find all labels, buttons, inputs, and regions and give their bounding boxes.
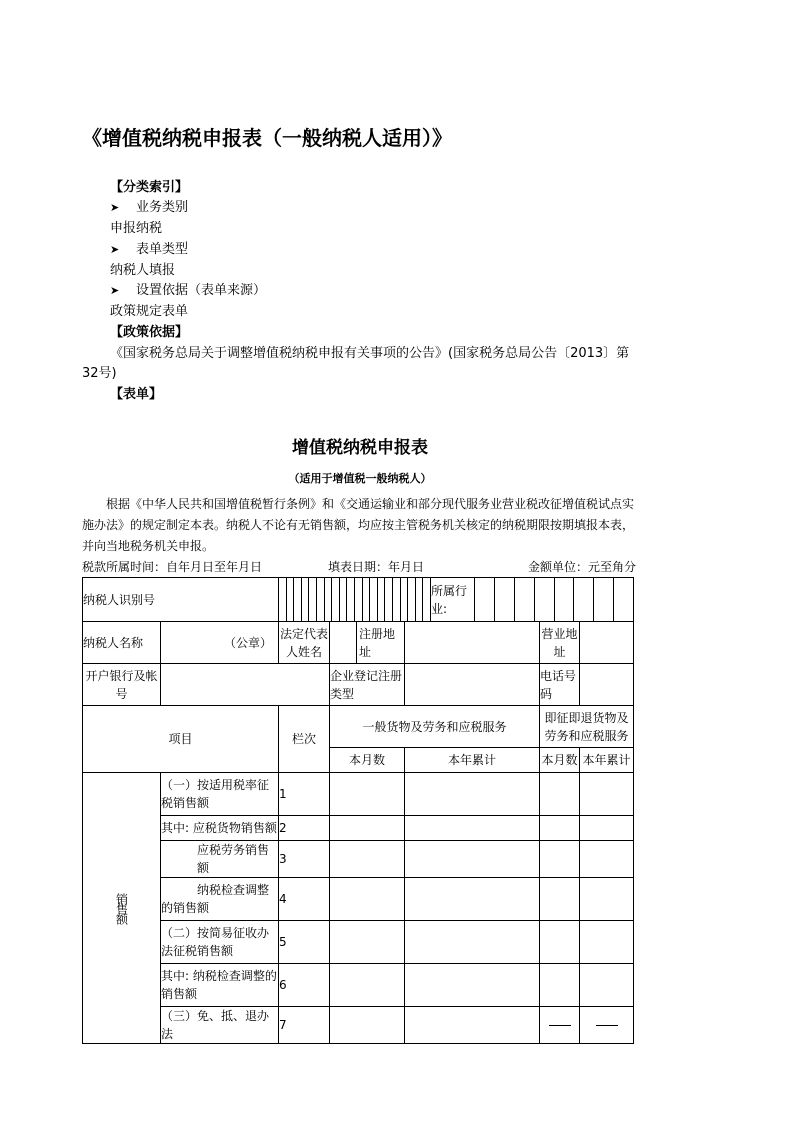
cell[interactable] — [580, 841, 634, 878]
immediate-header: 即征即退货物及劳务和应税服务 — [540, 706, 634, 748]
biz-address-label: 营业地址 — [540, 622, 580, 664]
document-title: 《增值税纳税申报表（一般纳税人适用）》 — [82, 126, 452, 150]
arrow-icon: ➤ — [110, 243, 120, 256]
index-label-2: ➤ 表单类型 — [110, 242, 189, 257]
index-label-1: ➤ 业务类别 — [110, 200, 189, 215]
intro-line-1: 根据《中华人民共和国增值税暂行条例》和《交通运输业和部分现代服务业营业税改征增值税试点实 — [106, 497, 635, 511]
biz-address-field[interactable] — [580, 622, 634, 664]
form-heading: 【表单】 — [110, 387, 163, 402]
row-label: （二）按简易征收办法征税销售额 — [161, 921, 279, 964]
cell[interactable] — [405, 1007, 540, 1044]
row-number: 1 — [279, 773, 330, 816]
reg-address-label: 注册地址 — [357, 622, 405, 664]
legal-rep-label: 法定代表人姓名 — [279, 622, 330, 664]
table-row — [83, 773, 634, 816]
cell[interactable] — [540, 816, 580, 841]
cell[interactable] — [540, 878, 580, 921]
cell[interactable] — [405, 921, 540, 964]
form-intro — [82, 494, 642, 557]
cell[interactable] — [540, 964, 580, 1007]
cell[interactable] — [330, 964, 405, 1007]
tax-period: 税款所属时间：自年月日至年月日 — [82, 560, 263, 574]
arrow-icon: ➤ — [110, 201, 120, 214]
reg-type-field[interactable] — [405, 664, 540, 706]
fill-date: 填表日期：年月日 — [328, 560, 425, 574]
cell[interactable] — [405, 816, 540, 841]
row-number: 5 — [279, 921, 330, 964]
item-header: 项目 — [83, 706, 279, 773]
general-header: 一般货物及劳务和应税服务 — [330, 706, 540, 748]
reg-type-label: 企业登记注册类型 — [330, 664, 405, 706]
taxpayer-id-boxes[interactable] — [279, 578, 431, 622]
industry-field[interactable] — [475, 578, 634, 622]
cell[interactable] — [580, 816, 634, 841]
industry-label: 所属行业: — [431, 578, 475, 622]
phone-label: 电话号码 — [540, 664, 580, 706]
index-value-3: 政策规定表单 — [110, 304, 189, 319]
general-month-header: 本月数 — [330, 748, 405, 773]
taxpayer-name-label: 纳税人名称 — [83, 622, 161, 664]
table-row — [83, 816, 634, 841]
bank-account-label: 开户银行及帐号 — [83, 664, 161, 706]
cell[interactable] — [580, 964, 634, 1007]
index-label-3: ➤ 设置依据（表单来源） — [110, 283, 267, 298]
table-row — [83, 964, 634, 1007]
cell[interactable] — [580, 878, 634, 921]
arrow-icon: ➤ — [110, 284, 120, 297]
row-number: 7 — [279, 1007, 330, 1044]
legal-rep-field[interactable] — [330, 622, 357, 664]
immediate-month-header: 本月数 — [540, 748, 580, 773]
amount-unit: 金额单位：元至角分 — [528, 560, 637, 574]
intro-line-2: 施办法》的规定制定本表。纳税人不论有无销售额，均应按主管税务机关核定的纳税期限按期填报本表， — [82, 518, 635, 532]
policy-heading: 【政策依据】 — [110, 325, 189, 340]
col-no-header: 栏次 — [279, 706, 330, 773]
dash-cell — [580, 1007, 634, 1044]
reg-address-field[interactable] — [405, 622, 540, 664]
cell[interactable] — [330, 816, 405, 841]
cell[interactable] — [330, 773, 405, 816]
cell[interactable] — [405, 964, 540, 1007]
row-label: （一）按适用税率征税销售额 — [161, 773, 279, 816]
taxpayer-id-label: 纳税人识别号 — [83, 578, 279, 622]
form-title: 增值税纳税申报表 — [292, 438, 428, 458]
row-label: 其中: 应税货物销售额 — [161, 816, 279, 841]
intro-line-3: 并向当地税务机关申报。 — [82, 539, 215, 553]
index-value-1: 申报纳税 — [110, 221, 163, 236]
index-heading: 【分类索引】 — [110, 180, 189, 195]
cell[interactable] — [405, 773, 540, 816]
cell[interactable] — [330, 878, 405, 921]
table-row — [83, 878, 634, 921]
sales-group-label: 销售额 — [83, 773, 161, 1044]
table-row — [83, 921, 634, 964]
row-number: 3 — [279, 841, 330, 878]
policy-line-2: 32号) — [82, 366, 117, 381]
policy-line-1: 《国家税务总局关于调整增值税纳税申报有关事项的公告》(国家税务总局公告〔2013〕第 — [110, 346, 630, 361]
cell[interactable] — [540, 841, 580, 878]
general-ytd-header: 本年累计 — [405, 748, 540, 773]
tax-return-table — [82, 577, 634, 1044]
table-row — [83, 841, 634, 878]
cell[interactable] — [330, 1007, 405, 1044]
table-row — [83, 1007, 634, 1044]
form-subtitle: （适用于增值税一般纳税人） — [288, 472, 432, 485]
cell[interactable] — [540, 921, 580, 964]
dash-cell — [540, 1007, 580, 1044]
cell[interactable] — [580, 921, 634, 964]
cell[interactable] — [330, 841, 405, 878]
row-number: 6 — [279, 964, 330, 1007]
cell[interactable] — [405, 878, 540, 921]
row-number: 4 — [279, 878, 330, 921]
index-value-2: 纳税人填报 — [110, 263, 176, 278]
cell[interactable] — [540, 773, 580, 816]
row-label: 其中: 纳税检查调整的销售额 — [161, 964, 279, 1007]
row-label: （三）免、抵、退办法 — [161, 1007, 279, 1044]
immediate-ytd-header: 本年累计 — [580, 748, 634, 773]
bank-account-field[interactable] — [161, 664, 330, 706]
row-label: 纳税检查调整的销售额 — [161, 878, 279, 921]
cell[interactable] — [330, 921, 405, 964]
phone-field[interactable] — [580, 664, 634, 706]
cell[interactable] — [580, 773, 634, 816]
cell[interactable] — [405, 841, 540, 878]
row-number: 2 — [279, 816, 330, 841]
row-label: 应税劳务销售额 — [161, 841, 279, 878]
seal-field[interactable]: （公章） — [161, 622, 279, 664]
